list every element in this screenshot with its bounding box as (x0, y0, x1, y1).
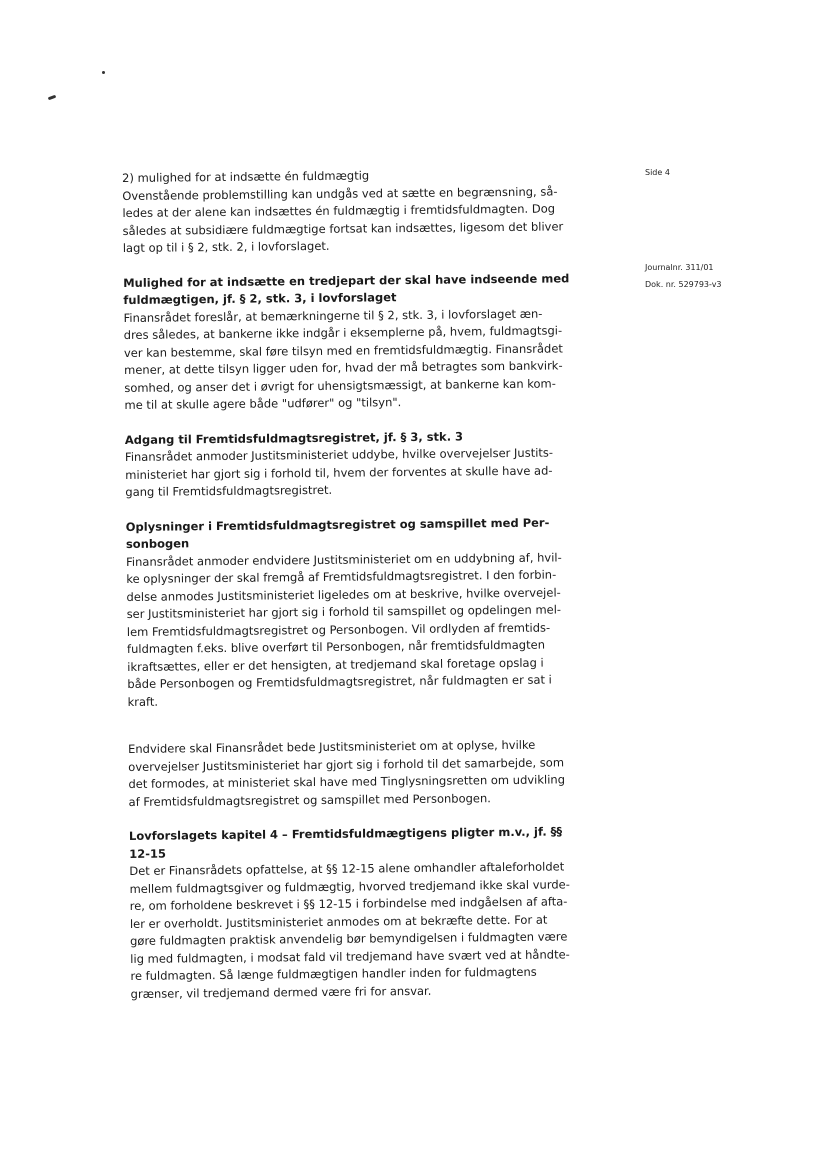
text-block (122, 165, 603, 258)
body-line: ler er overholdt. Justitsministeriet anmodes om at bekræfte dette. For at (129, 912, 548, 931)
body-line: lagt op til i § 2, stk. 2, i lovforslaget. (122, 238, 330, 255)
body-line: lem Fremtidsfuldmagtsregistret og Personbogen. Vil ordlyden af fremtids- (126, 620, 551, 639)
body-line: grænser, vil tredjemand dermed være fri for ansvar. (130, 983, 432, 1001)
body-line: det formodes, at ministeriet skal have med Tinglysningsretten om udvikling (128, 772, 566, 791)
body-line: dres således, at bankerne ikke indgår i eksemplerne på, hvem, fuldmagtsgi- (123, 323, 563, 342)
body-line: delse anmodes Justitsministeriet ligeledes om at beskrive, hvilke overvejel- (126, 584, 561, 604)
body-line: gang til Fremtidsfuldmagtsregistret. (125, 482, 333, 499)
body-line: ser Justitsministeriet har gjort sig i forhold til samspillet og opdelingen mel- (126, 602, 562, 621)
body-line: Endvidere skal Finansrådet bede Justitsministeriet om at oplyse, hvilke (127, 737, 536, 756)
body-line: lig med fuldmagten, i modsat fald vil tredjemand have svært ved at håndte- (130, 946, 570, 966)
body-line: ver kan bestemme, skal føre tilsyn med en fremtidsfuldmægtig. Finansrådet (123, 340, 563, 360)
text-block (126, 513, 608, 711)
body-line: ledes at der alene kan indsættes én fuldmægtig i fremtidsfuldmagten. Dog (122, 201, 556, 220)
reference-block (645, 259, 722, 293)
text-block (125, 426, 606, 501)
body-line: Ovenstående problemstilling kan undgås ved at sætte en begrænsning, så- (122, 183, 558, 203)
scan-mark (102, 71, 105, 74)
text-block (129, 823, 611, 1003)
body-line: somhed, og anser det i øvrigt for uhensigtsmæssigt, at bankerne kan kom- (124, 375, 556, 395)
body-line: fuldmagten f.eks. blive overført til Personbogen, når fremtidsfuldmagten (126, 637, 546, 656)
body-line: af Fremtidsfuldmagtsregistret og samspillet med Personbogen. (128, 790, 491, 809)
journal-number: Journalnr. 311/01 (645, 263, 714, 272)
body-line: gøre fuldmagten praktisk anvendelig bør bemyndigelsen i fuldmagten være (130, 929, 568, 948)
page-number: Side 4 (645, 168, 670, 177)
section-heading: Adgang til Fremtidsfuldmagtsregistret, jf. § 3, stk. 3 (124, 428, 464, 447)
body-line: mener, at dette tilsyn ligger uden for, hvad der må betragtes som bankvirk- (124, 358, 563, 377)
text-block (128, 736, 609, 811)
body-text (122, 165, 611, 1020)
section-heading: Oplysninger i Fremtidsfuldmagtsregistret og samspillet med Per- (125, 515, 550, 534)
body-line: således at subsidiære fuldmægtige fortsat kan indsættes, ligesom det bliver (122, 218, 564, 238)
body-line: mellem fuldmagtsgiver og fuldmægtig, hvorved tredjemand ikke skal vurde- (129, 876, 570, 896)
body-line: ke oplysninger der skal fremgå af Fremtidsfuldmagtsregistret. I den forbin- (126, 567, 557, 586)
section-heading: sonbogen (125, 536, 190, 551)
section-heading: Lovforslagets kapitel 4 – Fremtidsfuldmægtigens pligter m.v., jf. §§ (128, 824, 563, 843)
body-line: Finansrådet anmoder Justitsministeriet uddybe, hvilke overvejelser Justits- (124, 445, 554, 464)
body-line: Finansrådet anmoder endvidere Justitsministeriet om en uddybning af, hvil- (126, 549, 562, 569)
scan-mark (48, 95, 57, 101)
body-line: overvejelser Justitsministeriet har gjort sig i forhold til det samarbejde, som (128, 754, 565, 774)
section-heading: 12-15 (129, 846, 167, 861)
body-line: Finansrådet foreslår, at bemærkningerne til § 2, stk. 3, i lovforslaget æn- (123, 306, 543, 325)
body-line: re, om forholdene beskrevet i §§ 12-15 i forbindelse med indgåelsen af afta- (129, 894, 568, 913)
body-line: både Personbogen og Fremtidsfuldmagtsregistret, når fuldmagten er sat i (127, 672, 552, 691)
section-heading: fuldmægtigen, jf. § 2, stk. 3, i lovforslaget (123, 290, 397, 307)
body-line: kraft. (127, 694, 159, 709)
body-line: re fuldmagten. Så længe fuldmægtigen handler inden for fuldmagtens (130, 964, 537, 983)
body-line: ikraftsættes, eller er det hensigten, at tredjemand skal foretage opslag i (127, 655, 544, 674)
document-number: Dok. nr. 529793-v3 (645, 280, 722, 289)
body-line: me til at skulle agere både "udfører" og "tilsyn". (124, 395, 402, 412)
body-line: ministeriet har gjort sig i forhold til, hvem der forventes at skulle have ad- (125, 463, 553, 482)
body-line: 2) mulighed for at indsætte én fuldmægtig (122, 168, 370, 185)
section-heading: Mulighed for at indsætte en tredjepart der skal have indseende med (123, 270, 570, 290)
body-line: Det er Finansrådets opfattelse, at §§ 12-15 alene omhandler aftaleforholdet (129, 859, 565, 878)
text-block (123, 269, 604, 414)
